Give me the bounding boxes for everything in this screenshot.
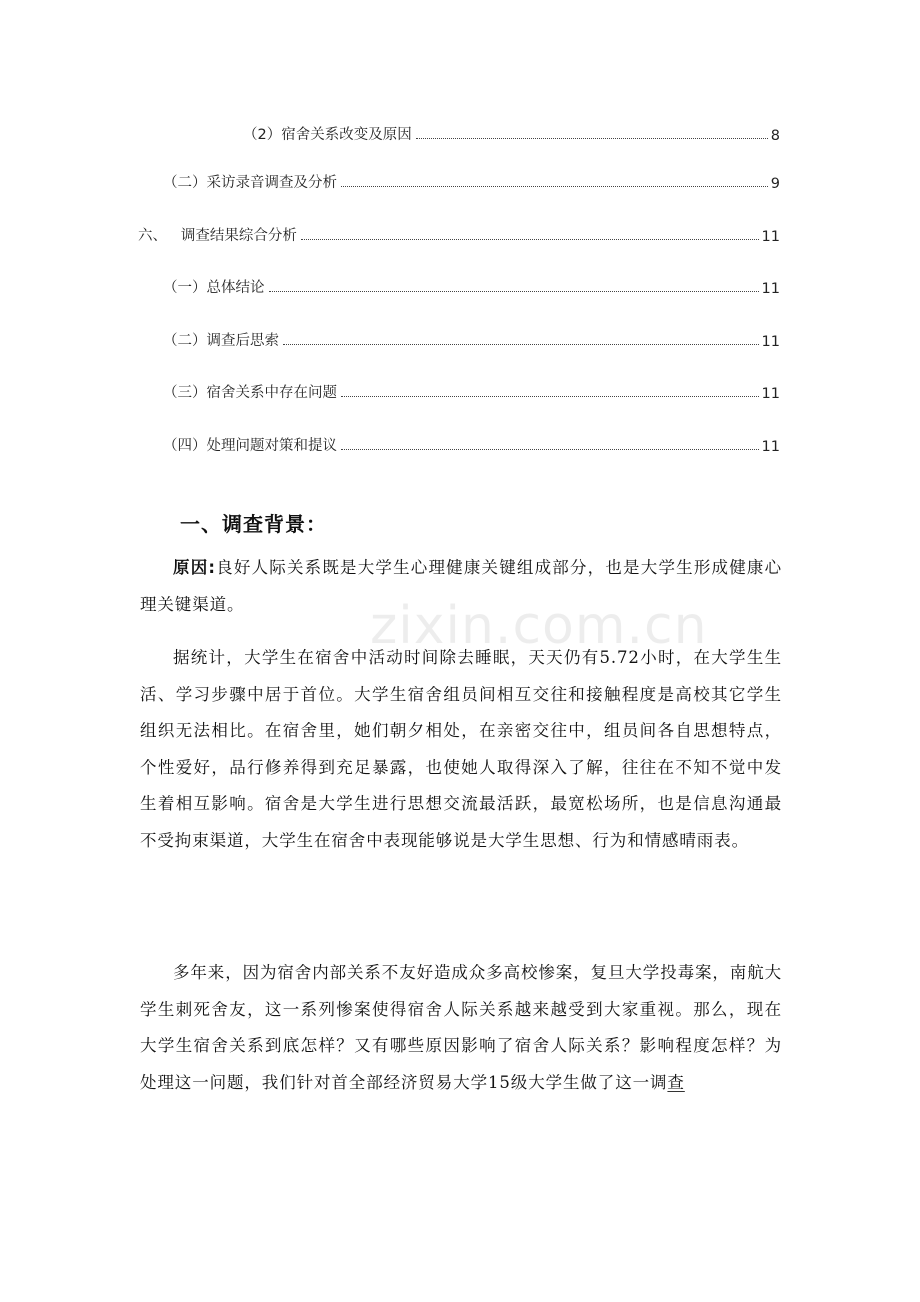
paragraph-text: 良好人际关系既是大学生心理健康关键组成部分，也是大学生形成健康心理关键渠道。 — [140, 558, 782, 614]
toc-entry-page: 11 — [761, 386, 780, 402]
toc-entry-label: （二）采访录音调查及分析 — [163, 175, 337, 191]
toc-entry[interactable] — [138, 221, 780, 245]
toc-entry-label: （二）调查后思索 — [163, 333, 279, 349]
toc-entry[interactable] — [163, 168, 780, 192]
toc-entry-page: 8 — [770, 128, 780, 144]
section-heading: 一、调查背景： — [180, 512, 327, 536]
toc-leader-dots — [416, 138, 768, 139]
toc-leader-dots — [301, 239, 759, 240]
toc-entry[interactable] — [163, 378, 780, 402]
toc-entry-page: 11 — [761, 334, 780, 350]
toc-entry[interactable] — [163, 326, 780, 350]
paragraph-reason — [140, 550, 782, 623]
paragraph-text: 多年来，因为宿舍内部关系不友好造成众多高校惨案，复旦大学投毒案，南航大学生刺死舍友，这一系列惨案使得宿舍人际关系越来越受到大家重视。那么，现在大学生宿舍关系到底怎样？又有哪些原因影响了宿舍人际关系？影响程度怎样？为处理这一问题，我们针对首全部经济贸易大学15级大学生做了这一调 — [140, 963, 782, 1092]
toc-leader-dots — [269, 291, 759, 292]
toc-entry-label: 六、 调查结果综合分析 — [138, 228, 297, 244]
toc-entry-label: （2）宿舍关系改变及原因 — [243, 127, 412, 143]
toc-entry-page: 11 — [761, 229, 780, 245]
paragraph-statistics: 据统计，大学生在宿舍中活动时间除去睡眠，天天仍有5.72小时，在大学生生活、学习步骤中居于首位。大学生宿舍组员间相互交往和接触程度是高校其它学生组织无法相比。在宿舍里，她们朝夕相处，在亲密交往中，组员间各自思想特点，个性爱好，品行修养得到充足暴露，也使她人取得深入了解，往往在不知不觉中发生着相互影响。宿舍是大学生进行思想交流最活跃，最宽松场所，也是信息沟通最不受拘束渠道，大学生在宿舍中表现能够说是大学生思想、行为和情感晴雨表。 — [140, 648, 782, 850]
toc-entry-page: 11 — [761, 439, 780, 455]
toc-leader-dots — [283, 344, 759, 345]
toc-entry[interactable] — [163, 273, 780, 297]
paragraph-lead: 原因: — [173, 558, 216, 577]
toc-leader-dots — [341, 396, 759, 397]
toc-leader-dots — [341, 449, 759, 450]
watermark-text: zixin.com.cn — [370, 596, 708, 656]
paragraph-last-word: 查 — [667, 1072, 685, 1092]
toc-entry[interactable] — [163, 431, 780, 455]
toc-entry-page: 9 — [770, 176, 780, 192]
toc-entry-label: （一）总体结论 — [163, 280, 265, 296]
toc-entry-label: （三）宿舍关系中存在问题 — [163, 385, 337, 401]
toc-entry[interactable] — [243, 120, 780, 144]
toc-entry-label: （四）处理问题对策和提议 — [163, 438, 337, 454]
toc-entry-page: 11 — [761, 281, 780, 297]
paragraph-background — [140, 955, 782, 1101]
toc-leader-dots — [341, 186, 768, 187]
